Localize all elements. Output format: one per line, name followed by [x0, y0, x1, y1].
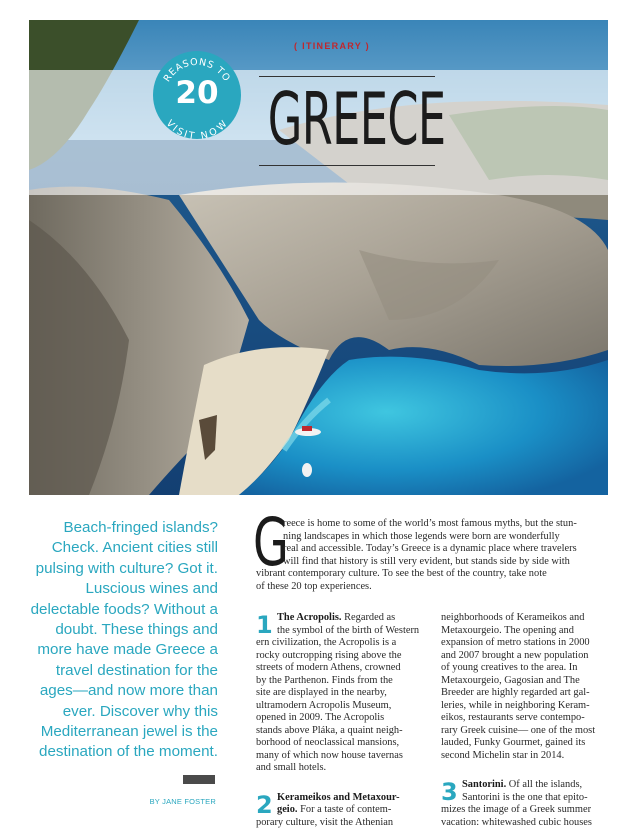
reasons-badge [153, 51, 241, 139]
column-left [256, 612, 426, 829]
item-line [441, 779, 611, 792]
item-line: opened in 2009. The Acropolis [256, 712, 385, 723]
item-line: many of which now house tavernas [256, 749, 403, 761]
intro-line: vibrant contemporary culture. To see the best of the country, take note [256, 568, 547, 579]
deck-divider [183, 775, 215, 784]
drop-cap: G [253, 504, 289, 581]
item-line: the symbol of the birth of Western [277, 624, 420, 636]
hero-photo [29, 20, 608, 495]
item-line [256, 804, 426, 817]
item-line: eikos, restaurants serve contempo- [441, 712, 585, 723]
item-text: For a taste of contem- [300, 804, 392, 815]
item-number: 1 [256, 611, 273, 639]
item-text: Of all the islands, [508, 779, 583, 790]
item-line: stands above Pláka, a quaint neigh- [256, 724, 403, 736]
intro-line: ning landscapes in which those legends were born are wonderfully [283, 530, 560, 542]
item-title: geio. [277, 804, 298, 815]
item-line [256, 612, 426, 625]
intro-paragraph-bottom [256, 568, 609, 593]
item-line: streets of modern Athens, crowned [256, 662, 401, 673]
section-label: ( ITINERARY ) [294, 41, 370, 51]
item-title: The Acropolis. [277, 612, 342, 623]
badge-top-text: REASONS TO [161, 56, 233, 84]
item-line: porary culture, visit the Athenian [256, 816, 394, 828]
item-line: Metaxourgeio. The opening and [441, 624, 574, 636]
item-line: ern civilization, the Acropolis is a [256, 637, 397, 648]
item-line: expansion of metro stations in 2000 [441, 637, 590, 648]
intro-line: will find that history is still very evident, but stands side by side with [283, 555, 570, 567]
item-line: site are displayed in the nearby, [256, 687, 387, 698]
badge-number: 20 [175, 75, 219, 111]
item-line: vacation: whitewashed cubic houses [441, 816, 592, 828]
headline-rule-bottom [259, 165, 435, 166]
intro-line: of these 20 top experiences. [256, 580, 372, 592]
item-number: 3 [441, 778, 458, 806]
item-line: of young creatives to the area. In [441, 662, 578, 673]
item-line: and small hotels. [256, 762, 327, 773]
item-line: borhood of neoclassical mansions, [256, 737, 400, 748]
item-text: Regarded as [344, 612, 396, 623]
item-block [441, 779, 611, 829]
item-number: 2 [256, 790, 273, 819]
item-line: Santorini is the one that epito- [462, 791, 588, 803]
byline: BY JANE FOSTER [149, 797, 216, 806]
item-line: ultramodern Acropolis Museum, [256, 699, 392, 711]
intro-line: reece is home to some of the world’s most famous myths, but the stun- [283, 518, 577, 529]
item-line: Breeder are highly regarded art gal- [441, 687, 590, 698]
item-line: lauded, Funky Gourmet, gained its [441, 737, 586, 748]
deck-text: Beach-fringed islands? Check. Ancient cities still pulsing with culture? Got it. Luscious wines and delectable foods? Without a doubt. These things and more have made Greece a travel destination for the ages—and now more than ever. Discover why this Mediterranean jewel is the destination of the moment. [30, 519, 218, 761]
item-line: rocky outcropping rising above the [256, 649, 402, 661]
item-line: neighborhoods of Kerameikos and [441, 612, 585, 623]
svg-text:VISIT NOW [164, 118, 230, 139]
item-line: and 2007 brought a new population [441, 649, 589, 661]
page-title: GREECE [267, 77, 446, 161]
item-title: Santorini. [462, 779, 507, 790]
item-line: by the Parthenon. Finds from the [256, 674, 393, 686]
intro-paragraph-top [283, 518, 609, 568]
item-block [256, 792, 426, 830]
badge-bottom-text: VISIT NOW [163, 118, 231, 139]
item-line: leries, while in neighboring Keram- [441, 699, 590, 711]
item-line: Metaxourgeio, Gagosian and The [441, 674, 580, 686]
item-line: mizes the image of a Greek summer [441, 804, 592, 815]
item-line: rary Greek cuisine— one of the most [441, 724, 596, 736]
column-right [441, 612, 611, 829]
item-line: second Michelin star in 2014. [441, 749, 565, 761]
item-title: Kerameikos and Metaxour- [277, 791, 400, 803]
intro-line: real and accessible. Today’s Greece is a dynamic place where travelers [283, 543, 577, 554]
